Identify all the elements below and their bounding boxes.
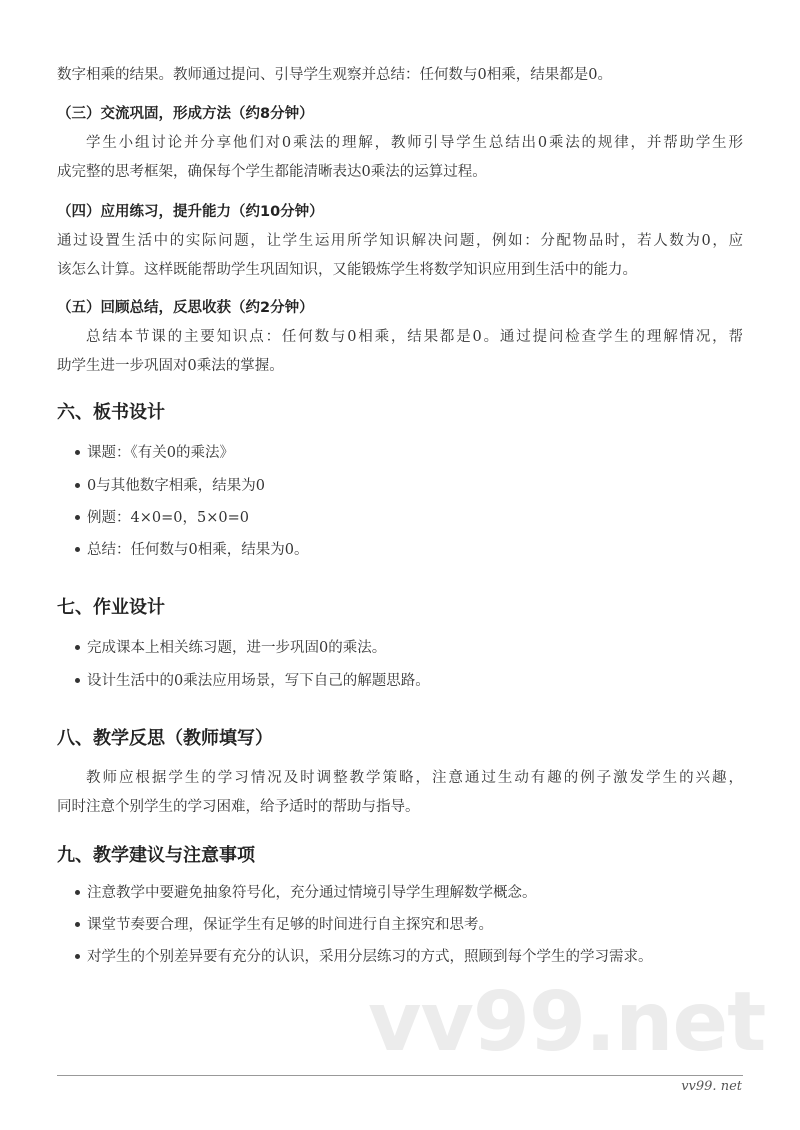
bullet-icon xyxy=(75,645,80,650)
section-heading-9: 九、教学建议与注意事项 xyxy=(57,845,255,866)
list-item-text: 设计生活中的0乘法应用场景，写下自己的解题思路。 xyxy=(87,673,430,689)
subheading-5: （五）回顾总结，反思收获（约2分钟） xyxy=(57,300,314,316)
paragraph-line: 教师应根据学生的学习情况及时调整教学策略，注意通过生动有趣的例子激发学生的兴趣， xyxy=(86,770,743,786)
bullet-icon xyxy=(75,547,80,552)
watermark: vv99.net xyxy=(368,975,766,1070)
list-item xyxy=(75,947,653,967)
list-item xyxy=(75,540,308,560)
paragraph-line: 该怎么计算。这样既能帮助学生巩固知识，又能锻炼学生将数学知识应用到生活中的能力。 xyxy=(57,262,637,278)
paragraph-line: 成完整的思考框架，确保每个学生都能清晰表达0乘法的运算过程。 xyxy=(57,164,487,180)
list-item xyxy=(75,883,537,903)
bullet-icon xyxy=(75,515,80,520)
paragraph-line: 数字相乘的结果。教师通过提问、引导学生观察并总结：任何数与0相乘，结果都是0。 xyxy=(57,67,612,83)
bullet-icon xyxy=(75,954,80,959)
list-item xyxy=(75,443,234,463)
paragraph-line: 助学生进一步巩固对0乘法的掌握。 xyxy=(57,358,284,374)
list-item xyxy=(75,671,430,691)
section-heading-7: 七、作业设计 xyxy=(57,597,165,618)
list-item xyxy=(75,915,493,935)
list-item-text: 课堂节奏要合理，保证学生有足够的时间进行自主探究和思考。 xyxy=(87,917,493,933)
list-item xyxy=(75,508,249,528)
footer-site: vv99. net xyxy=(681,1079,742,1094)
subheading-3: （三）交流巩固，形成方法（约8分钟） xyxy=(57,106,314,122)
paragraph-line: 同时注意个别学生的学习困难，给予适时的帮助与指导。 xyxy=(57,799,420,815)
list-item-text: 0与其他数字相乘，结果为0 xyxy=(87,478,265,494)
section-heading-6: 六、板书设计 xyxy=(57,402,165,423)
list-item-text: 对学生的个别差异要有充分的认识，采用分层练习的方式，照顾到每个学生的学习需求。 xyxy=(87,949,653,965)
bullet-icon xyxy=(75,890,80,895)
bullet-icon xyxy=(75,450,80,455)
footer-divider xyxy=(57,1075,743,1076)
section-heading-8: 八、教学反思（教师填写） xyxy=(57,728,273,749)
list-item-text: 完成课本上相关练习题，进一步巩固0的乘法。 xyxy=(87,640,387,656)
subheading-4: （四）应用练习，提升能力（约10分钟） xyxy=(57,204,324,220)
paragraph-line: 学生小组讨论并分享他们对0乘法的理解，教师引导学生总结出0乘法的规律，并帮助学生形 xyxy=(86,135,743,151)
list-item xyxy=(75,638,386,658)
bullet-icon xyxy=(75,483,80,488)
bullet-icon xyxy=(75,922,80,927)
list-item-text: 注意教学中要避免抽象符号化，充分通过情境引导学生理解数学概念。 xyxy=(87,885,537,901)
list-item-text: 课题：《有关0的乘法》 xyxy=(87,445,234,461)
list-item-text: 例题：4×0=0，5×0=0 xyxy=(87,510,249,526)
paragraph-line: 通过设置生活中的实际问题，让学生运用所学知识解决问题，例如：分配物品时，若人数为0，应 xyxy=(57,233,743,249)
paragraph-line: 总结本节课的主要知识点：任何数与0相乘，结果都是0。通过提问检查学生的理解情况，帮 xyxy=(86,329,743,345)
list-item-text: 总结：任何数与0相乘，结果为0。 xyxy=(87,542,309,558)
bullet-icon xyxy=(75,678,80,683)
list-item xyxy=(75,476,265,496)
